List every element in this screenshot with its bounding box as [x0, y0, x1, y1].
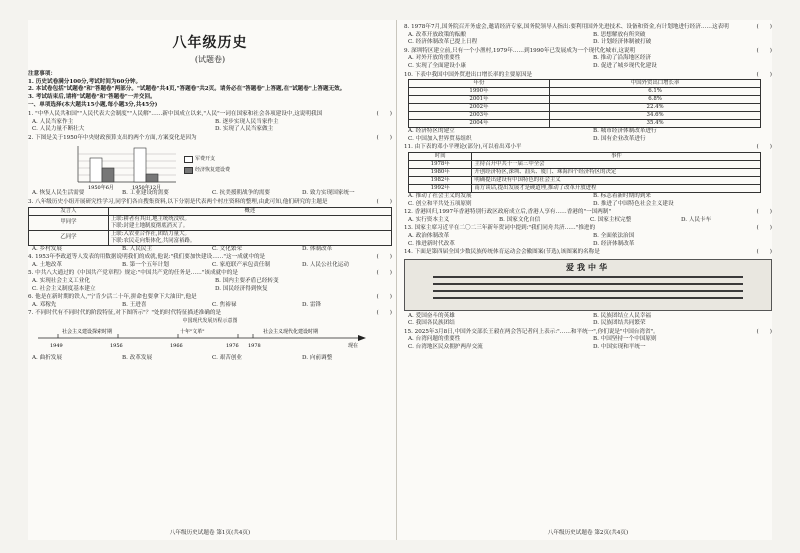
timeline-end: 现在	[348, 343, 359, 350]
timeline-year-5: 1978	[248, 343, 261, 350]
q4-option-a[interactable]: A. 土地改革	[32, 261, 62, 268]
timeline-segment-3: 社会主义现代化建设时期	[263, 329, 319, 336]
q2-option-b[interactable]: B. 工业建设的需要	[122, 190, 169, 197]
poem-glyph-rows	[423, 273, 753, 303]
timeline-year-3: 1966	[170, 343, 183, 350]
q9-option-c[interactable]: C. 实现了全面建设小康	[408, 62, 466, 69]
q10-options	[404, 128, 772, 143]
question-15: 15. 2025年3月8日,中国外交部长王毅在两会答记者问上表示:"……和平统一",你们说是"中国台湾省"。 ( )	[404, 328, 772, 335]
q5-options	[28, 278, 392, 293]
page-divider	[396, 20, 397, 540]
question-5: 5. 中共八大通过的《中国共产党章程》规定:"中国共产党的任务是……"该成就中的是 ( )	[28, 270, 392, 277]
q4-option-d[interactable]: D. 人民公社化运动	[302, 261, 349, 268]
q13-options	[404, 233, 772, 248]
q1-option-a[interactable]: A. 人民当家作主	[32, 118, 74, 125]
q7-option-d[interactable]: D. 向前调整	[302, 355, 333, 362]
exam-title: 八年级历史	[172, 35, 248, 51]
q15-option-d[interactable]: D. 中国实现和平统一	[593, 344, 646, 351]
q8-option-c[interactable]: C. 经济体制改革已提上日程	[408, 39, 478, 46]
bar-economy-dec	[146, 174, 158, 182]
q4-option-b[interactable]: B. 第一个五年计划	[122, 261, 169, 268]
q15-option-a[interactable]: A. 台湾问题的重要性	[408, 336, 461, 343]
q11-option-c[interactable]: C. 创立和平共处五项原则	[408, 200, 472, 207]
q10-table	[408, 79, 761, 128]
q11-head-event: 事件	[472, 152, 761, 160]
q2-option-a[interactable]: A. 恢复人民生活需要	[32, 190, 85, 197]
table-row: 1982年 明确提出建设有中国特色的社会主义	[409, 176, 761, 184]
q13-option-b[interactable]: B. 全面依法治国	[593, 232, 635, 239]
timeline-segment-2: 十年"文革"	[180, 329, 205, 336]
q11-head-time: 时间	[409, 152, 472, 160]
q3-table	[28, 207, 392, 246]
q9-option-b[interactable]: B. 推动了沿海地区经济	[593, 55, 652, 62]
question-6: 6. 他是在新时期的铁人,"宁肯少活二十年,拼命也要拿下大油田",他是 ( )	[28, 294, 392, 301]
q6-option-d[interactable]: D. 雷锋	[302, 301, 322, 308]
legend-economy: 经济恢复建设费	[195, 166, 231, 173]
q13-option-a[interactable]: A. 政治体制改革	[408, 232, 450, 239]
q1-options	[28, 119, 392, 134]
question-1: 1. "中华人民共和国""人民代表大会制度""人民解"……新中国成立以来,"人民"一词在国家和社会各项建设中,这说明我国 ( )	[28, 110, 392, 117]
question-10: 10. 下表中我国中国外贸进出口增长率的主要原因是 ( )	[404, 71, 772, 78]
q8-options	[404, 32, 772, 47]
note-3: 3. 考试结束后,请将"试题卷"和"答题卷"一并交回。	[28, 93, 156, 100]
section-heading: 一、单项选择(本大题共15小题,每小题3分,共45分)	[28, 102, 158, 109]
question-13: 13. 国家主席习近平在二〇二三年新年贺词中提到:"我们同舟共济……"推进的 ( )	[404, 225, 772, 232]
question-14: 14. 下面是第四届全国少数民族传统体育运动会会徽图案(节选),该图案的名称是 ( )	[404, 249, 772, 256]
q8-option-b[interactable]: B. 思想解放有所突破	[593, 31, 646, 38]
q9-options	[404, 55, 772, 70]
chart-legend	[184, 156, 230, 190]
exam-sheet	[28, 20, 772, 540]
q3-head-summary: 概述	[108, 207, 391, 215]
page-footer-left: 八年级历史试题卷 第1页(共4页)	[169, 530, 251, 537]
legend-swatch-economy	[184, 167, 193, 174]
q2-options	[28, 190, 392, 198]
table-row: 1992年 南方谈话,提出发展才是硬道理,推动了改革开放进程	[409, 184, 761, 192]
page-footer-right: 八年级历史试题卷 第2页(共4页)	[547, 530, 629, 537]
q3-option-a[interactable]: A. 乡村发展	[32, 245, 62, 252]
page-right	[404, 20, 772, 540]
q7-timeline	[28, 325, 378, 351]
table-row: 甲同学 上联:耕者有其田,地主统统没收。 下联:封建土地制度彻底消灭了。	[29, 215, 392, 230]
q12-option-a[interactable]: A. 实行资本主义	[408, 216, 450, 223]
q7-options	[28, 355, 392, 363]
q14-option-a[interactable]: A. 爱国奋斗的英雄	[408, 312, 455, 319]
exam-subtitle: (试题卷)	[194, 55, 226, 64]
q4-options	[28, 262, 392, 270]
page-left	[28, 20, 392, 540]
q3-head-speaker: 发言人	[29, 207, 109, 215]
timeline-year-2: 1956	[110, 343, 123, 350]
poem-title: 爱我中华	[566, 261, 610, 272]
q9-option-d[interactable]: D. 促进了城乡现代化建设	[593, 62, 657, 69]
bar-economy-jun	[102, 168, 114, 182]
q6-options	[28, 302, 392, 310]
question-11: 11. 由下表的邓小平理论(部分),可以看出邓小平 ( )	[404, 144, 772, 151]
legend-swatch-military	[184, 156, 193, 163]
timeline-year-4: 1976	[226, 343, 239, 350]
q10-head-year: 年份	[409, 80, 550, 88]
q1-option-c[interactable]: C. 人民力量不断壮大	[32, 126, 85, 133]
chart-xlabel-1: 1950年6月	[88, 185, 114, 191]
table-row: 2004年 35.4%	[409, 120, 761, 128]
q3-options	[28, 246, 392, 254]
timeline-segment-1: 社会主义建设探索时期	[62, 329, 113, 336]
table-row: 2002年 22.4%	[409, 104, 761, 112]
note-1: 1. 历史试卷满分100分,考试时间为60分钟。	[28, 78, 142, 85]
question-8: 8. 1978年7月,国务院召开务虚会,邀请经济专家,国务院领导人指出:要利用国外先进技术、设备和资金,有计划地进行经济……这表明 ( )	[404, 24, 772, 30]
note-2: 2. 本试卷包括"试题卷"和"答题卷"两部分。"试题卷"共4页,"答题卷"共2页。请务必在"答题卷"上答题,在"试题卷"上答题无效。	[28, 86, 346, 93]
legend-military: 军费开支	[195, 156, 216, 163]
timeline-year-1: 1949	[50, 343, 63, 350]
bar-military-dec	[134, 148, 146, 182]
q15-option-c[interactable]: C. 台湾地区民众拥护两岸交流	[408, 344, 483, 351]
q14-option-d[interactable]: D. 民族团结共同繁荣	[593, 320, 646, 327]
q14-option-b[interactable]: B. 民族团结立人民幸福	[593, 312, 652, 319]
q5-option-c[interactable]: C. 社会主义制度基本建立	[32, 285, 96, 292]
q12-option-c[interactable]: C. 国家主权完整	[590, 216, 632, 223]
q15-option-b[interactable]: B. 中国坚持一个中国原则	[593, 336, 657, 343]
q11-table	[408, 152, 761, 193]
q8-option-d[interactable]: D. 计划经济体制被打破	[593, 39, 652, 46]
q5-option-b[interactable]: B. 国内主要矛盾已经转变	[215, 277, 279, 284]
q10-option-a[interactable]: A. 经济特区的建立	[408, 128, 455, 135]
question-2: 2. 下图是关于1950年中央财政预算支出的两个方面,方案变化是因为 ( )	[28, 134, 392, 141]
table-row: 2001年 6.8%	[409, 96, 761, 104]
q11-options	[404, 193, 772, 208]
q2-figure	[28, 142, 392, 190]
table-row: 1990年 6.1%	[409, 88, 761, 96]
q10-head-rate: 中国外贸出口增长率	[549, 80, 760, 88]
q12-options	[404, 217, 772, 225]
q10-option-d[interactable]: D. 国有企业改革进行	[593, 135, 646, 142]
q6-option-b[interactable]: B. 王进喜	[122, 301, 147, 308]
question-12: 12. 香港回归,1997年香港特别行政区政府成立后,香港人享有……香港的"一国两制" ( )	[404, 209, 772, 216]
notes-heading: 注意事项：	[28, 71, 56, 77]
question-3: 3. 八年级历史小组开展研究性学习,同学们各自搜集资料,以下分别是代表两个村庄资料的整理,由此可知,他们研究的主题是 ( )	[28, 198, 392, 205]
q12-option-d[interactable]: D. 人民卡车	[681, 216, 712, 223]
question-4: 4. 1953年李政道等人发表的用数据说明我们的成就,他说:"我们要加快建设……"这一成就中的是 ( )	[28, 254, 392, 261]
q10-option-b[interactable]: B. 城市经济体制改革进行	[593, 128, 657, 135]
timeline-title: 中国现代发展历程示意图	[182, 317, 238, 324]
question-7: 7. 不同时代有不同时代的阶段特征,对下图所示"？"处的时代特征描述准确的是 ( )	[28, 310, 392, 317]
q8-option-a[interactable]: A. 改革开放政策的酝酿	[408, 31, 466, 38]
q5-option-d[interactable]: D. 国民经济得到恢复	[215, 285, 268, 292]
q14-options	[404, 313, 772, 328]
q3-option-d[interactable]: D. 体制改革	[302, 245, 333, 252]
q10-option-c[interactable]: C. 中国加入世界贸易组织	[408, 135, 472, 142]
q13-option-c[interactable]: C. 推进新时代改革	[408, 240, 455, 247]
chart-xlabel-2: 1950年12月	[132, 185, 162, 191]
q6-option-a[interactable]: A. 邓稼先	[32, 301, 57, 308]
q12-option-b[interactable]: B. 国家文化自信	[499, 216, 541, 223]
q1-option-d[interactable]: D. 实现了人民当家做主	[215, 126, 274, 133]
q2-option-d[interactable]: D. 致力实现国家统一	[302, 190, 355, 197]
bar-military-jun	[90, 158, 102, 182]
q11-option-b[interactable]: B. 标志着新时期的到来	[593, 192, 652, 199]
q11-option-d[interactable]: D. 推进了中国特色社会主义建设	[593, 200, 674, 207]
q3-option-c[interactable]: C. 文化繁荣	[212, 245, 243, 252]
q7-option-c[interactable]: C. 艰苦创业	[212, 355, 243, 362]
q2-option-c[interactable]: C. 抗美援朝战争的需要	[212, 190, 270, 197]
q4-option-c[interactable]: C. 家庭联产承包责任制	[212, 261, 270, 268]
table-row: 乙同学 上联:入农业合作社,团结力量大。 下联:农民走向集体化,共同富裕路。	[29, 230, 392, 245]
q3-option-b[interactable]: B. 人民民主	[122, 245, 153, 252]
q9-option-a[interactable]: A. 对外开放的重要性	[408, 55, 461, 62]
q14-option-c[interactable]: C. 我国各民族团结	[408, 320, 455, 327]
table-row: 1978年 主持召开中共十一届三中全会	[409, 160, 761, 168]
q15-options	[404, 336, 772, 351]
q13-option-d[interactable]: D. 经济体制改革	[593, 240, 635, 247]
question-9: 9. 深圳特区建立前,只有一个小渔村,1979年……到1990年已发展成为一个现代化城市,这说明 ( )	[404, 47, 772, 54]
table-row: 2003年 34.6%	[409, 112, 761, 120]
q11-option-a[interactable]: A. 推动了社会主义的发展	[408, 192, 472, 199]
q7-option-a[interactable]: A. 曲折发展	[32, 355, 62, 362]
q2-bar-chart	[68, 144, 178, 190]
table-row: 1980年 开创经济特区,深圳、汕头、厦门、珠海四个经济特区的决定	[409, 168, 761, 176]
q7-option-b[interactable]: B. 改革发展	[122, 355, 153, 362]
q5-option-a[interactable]: A. 实现社会主义工业化	[32, 277, 90, 284]
q14-figure	[404, 259, 772, 311]
q1-option-b[interactable]: B. 逐步实现人民当家作主	[215, 118, 279, 125]
q6-option-c[interactable]: C. 焦裕禄	[212, 301, 237, 308]
